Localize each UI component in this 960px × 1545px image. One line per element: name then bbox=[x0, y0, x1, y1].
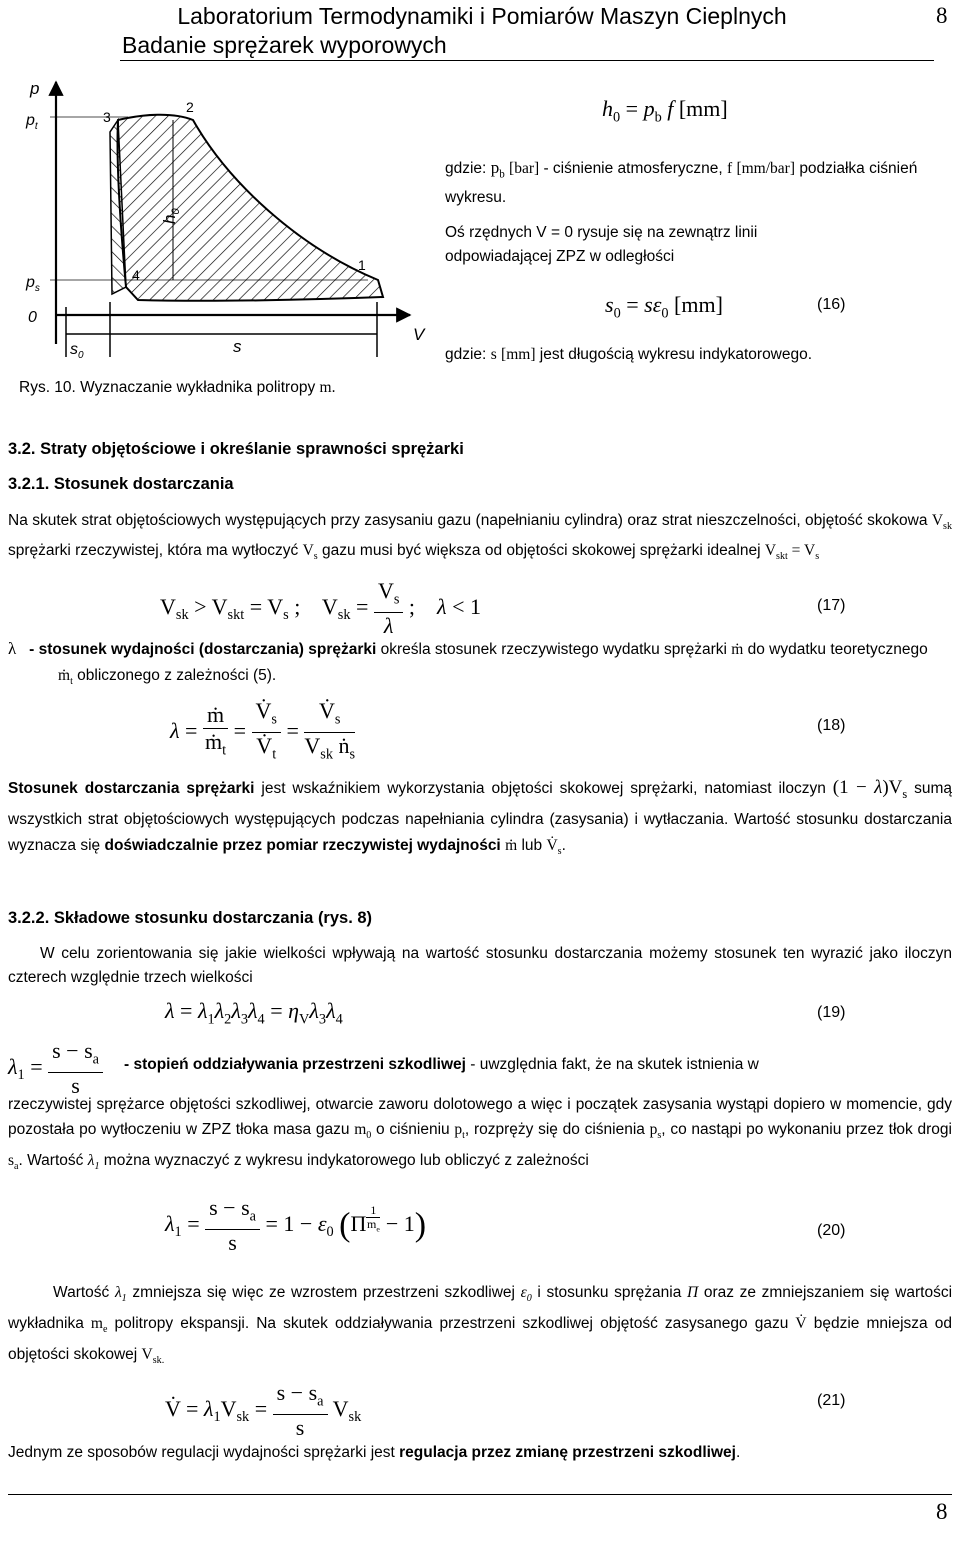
lambda1-definition: - stopień oddziaływania przestrzeni szkodliwej - uwzględnia fakt, że na skutek istnienia w bbox=[124, 1056, 759, 1073]
paragraph-components-intro: W celu zorientowania się jakie wielkości wpływają na wartość stosunku dostarczania możemy stosunek ten wyrazić jako iloczyn czterech względnie trzech wielkości bbox=[8, 945, 952, 986]
equation-16: $s_0 = s\varepsilon_0$ [mm] bbox=[605, 292, 723, 322]
equation-lambda1: $\lambda_1$ = $\frac{s - s_a}{s}$ bbox=[8, 1038, 103, 1099]
paragraph-lambda-definition-cont: ṁ$_t$ obliczonego z zależności (5). bbox=[58, 667, 277, 688]
equation-21: V̇ = $\lambda_1V_{sk}$ = $\frac{s - s_a}{s}$ $V_{sk}$ bbox=[165, 1380, 362, 1441]
paragraph-regulation: Jednym ze sposobów regulacji wydajności sprężarki jest regulacja przez zmianę przestrzeni szkodliwej. bbox=[8, 1444, 741, 1461]
paragraph-lambda1-explanation: rzeczywistej sprężarce objętości szkodliwej, otwarcie zaworu dolotowego a więc i początek zasysania wystąpi dopiero w momencie, gdy pozostała po wytłoczeniu w ZPZ tłoka masa gazu $m_0$ o ciśnieniu $p_t$, rozpręży się do ciśnienia $p_s$, co nastąpi po wykonaniu przez tłok drogi $s_a$. Wartość $\lambda_1$ można wyznaczyć z wykresu indykatorowego lub obliczyć z zależności bbox=[8, 1096, 952, 1173]
label-h0-sub: 0 bbox=[170, 208, 182, 215]
label-point-3: 3 bbox=[103, 109, 111, 125]
axis-label-p: p bbox=[30, 79, 40, 98]
equation-19-number: (19) bbox=[817, 1004, 846, 1021]
equation-18-number: (18) bbox=[817, 717, 846, 734]
svg-text:s0 bbox=[70, 341, 84, 361]
svg-text:ps bbox=[25, 274, 40, 294]
equation-18: λ = $\frac{\text{ṁ}}{ṁ_t}$ = $\frac{V̇_s}{V̇_t}$ = $\frac{V̇_s}{V_{sk} ṅ_s}$ bbox=[170, 698, 356, 763]
indicator-diagram bbox=[8, 72, 428, 372]
label-s0-sub: 0 bbox=[78, 350, 84, 361]
gdzie-pb-text: gdzie: $p_b$ [bar] - ciśnienie atmosferyczne, f [mm/bar] podziałka ciśnień wykresu. bbox=[445, 158, 918, 207]
section-heading-3-2: 3.2. Straty objętościowe i określanie sprawności sprężarki bbox=[8, 440, 464, 458]
os-rzednych-text: Oś rzędnych V = 0 rysuje się na zewnątrz linii odpowiadającej ZPZ w odległości bbox=[445, 224, 758, 265]
label-s: s bbox=[233, 337, 242, 356]
equation-20-number: (20) bbox=[817, 1222, 846, 1239]
label-ps-sub: s bbox=[34, 283, 40, 294]
equation-17: $V_{sk} > V_{skt} = V_s$ ; $V_{sk}$ = $\frac{V_s}{\lambda}$ ; λ < 1 bbox=[160, 578, 481, 639]
footer-rule bbox=[8, 1494, 952, 1495]
paragraph-lambda-definition: λ - stosunek wydajności (dostarczania) sprężarki określa stosunek rzeczywistego wydatku sprężarki ṁ do wydatku teoretycznego bbox=[8, 639, 928, 658]
equation-16-number: (16) bbox=[817, 296, 846, 313]
section-heading-3-2-1: 3.2.1. Stosunek dostarczania bbox=[8, 475, 234, 493]
paragraph-volumetric-losses: Na skutek strat objętościowych występujących przy zasysaniu gazu (napełnianiu cylindra) oraz strat nieszczelności, objętość skokowa $V_{sk}$ sprężarki rzeczywistej, która ma wytłoczyć $V_s$ gazu musi być większa od objętości skokowej sprężarki idealnej $V_{skt} = V_s$ bbox=[8, 512, 952, 563]
label-h0: h bbox=[160, 214, 179, 224]
svg-text:pt bbox=[25, 112, 39, 132]
equation-19: $\lambda = \lambda_1\lambda_2\lambda_3\lambda_4 = \eta_V\lambda_3\lambda_4$ bbox=[165, 998, 343, 1028]
header-page-number: 8 bbox=[936, 3, 948, 28]
header-title: Laboratorium Termodynamiki i Pomiarów Maszyn Cieplnych bbox=[177, 3, 787, 29]
label-point-1: 1 bbox=[358, 257, 366, 273]
gdzie-s-text: gdzie: s [mm] jest długością wykresu indykatorowego. bbox=[445, 346, 813, 363]
footer-page-number: 8 bbox=[936, 1499, 948, 1524]
label-point-4: 4 bbox=[132, 267, 140, 283]
header-subtitle: Badanie sprężarek wyporowych bbox=[122, 32, 447, 58]
section-heading-3-2-2: 3.2.2. Składowe stosunku dostarczania (rys. 8) bbox=[8, 909, 373, 927]
paragraph-delivery-ratio: Stosunek dostarczania sprężarki jest wskaźnikiem wykorzystania objętości skokowej sprężarki, natomiast iloczyn $(1 - \lambda)V_s$ sumą wszystkich strat objętościowych występujących podczas napełniania cylindra (zasysania) i wytłaczania. Wartość stosunku dostarczania wyznacza się doświadczalnie przez pomiar rzeczywistej wydajności ṁ lub $V̇_s$. bbox=[8, 777, 953, 857]
label-ps: p bbox=[26, 274, 35, 291]
equation-20: $\lambda_1$ = $\frac{s - s_a}{s}$ = $1 - \varepsilon_0$ (Π $^{\frac{1}{m_e}}$ − 1) bbox=[165, 1195, 427, 1256]
equation-21-number: (21) bbox=[817, 1392, 846, 1409]
paragraph-lambda1-dependence: Wartość $\lambda_1$ zmniejsza się więc ze wzrostem przestrzeni szkodliwej $\varepsilon_0$ i stosunku sprężania Π oraz ze zmniejszaniem się wartości wykładnika $m_e$ politropy ekspansji. Na skutek oddziaływania przestrzeni szkodliwej objętość zasysanego gazu V̇ będzie mniejsza od objętości skokowej $V_{sk.}$ bbox=[8, 1284, 953, 1367]
label-pt: p bbox=[26, 112, 35, 129]
header-rule bbox=[120, 60, 934, 61]
label-pt-sub: t bbox=[34, 121, 38, 132]
equation-h0: $h_0 = p_b$ f [mm] bbox=[602, 96, 728, 126]
label-point-2: 2 bbox=[186, 99, 194, 115]
axis-label-v: V bbox=[413, 325, 425, 344]
equation-17-number: (17) bbox=[817, 597, 846, 614]
label-s0: s bbox=[70, 341, 78, 358]
label-zero: 0 bbox=[28, 309, 37, 326]
figure-caption: Rys. 10. Wyznaczanie wykładnika politropy m. bbox=[19, 379, 336, 396]
